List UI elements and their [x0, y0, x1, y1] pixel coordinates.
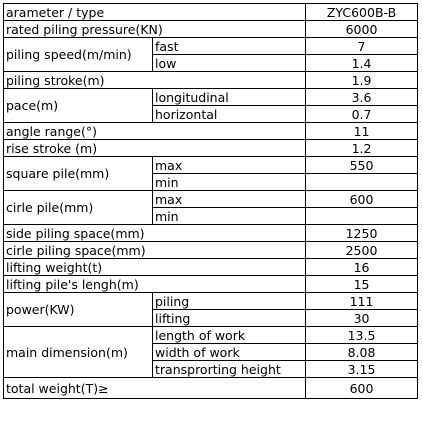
row-value: 3.15	[306, 361, 418, 378]
row-value: 11	[306, 123, 418, 140]
sub-label: max	[153, 157, 306, 174]
sub-label: horizontal	[153, 106, 306, 123]
row-value: 8.08	[306, 344, 418, 361]
row-value: 600	[306, 378, 418, 399]
row-value: 1.9	[306, 72, 418, 89]
table-row	[4, 21, 418, 38]
row-label: cirle pile(mm)	[4, 191, 153, 225]
row-label: piling speed(m/min)	[4, 38, 153, 72]
row-label: lifting pile's lengh(m)	[4, 276, 306, 293]
row-value	[306, 174, 418, 191]
sub-label: min	[153, 208, 306, 225]
row-value: 3.6	[306, 89, 418, 106]
row-label: angle range(°)	[4, 123, 306, 140]
row-label: pace(m)	[4, 89, 153, 123]
sub-label: lifting	[153, 310, 306, 327]
sub-label: piling	[153, 293, 306, 310]
sub-label: width of work	[153, 344, 306, 361]
row-value: 1.2	[306, 140, 418, 157]
table-row	[4, 140, 418, 157]
sub-label: low	[153, 55, 306, 72]
sub-label: longitudinal	[153, 89, 306, 106]
table-row	[4, 293, 418, 310]
table-row	[4, 191, 418, 208]
row-value: 111	[306, 293, 418, 310]
table-row	[4, 89, 418, 106]
row-value: 1250	[306, 225, 418, 242]
row-value: 600	[306, 191, 418, 208]
row-value: 15	[306, 276, 418, 293]
row-label: side piling space(mm)	[4, 225, 306, 242]
row-label: lifting weight(t)	[4, 259, 306, 276]
table-row	[4, 242, 418, 259]
table-row	[4, 327, 418, 344]
header-row	[4, 4, 418, 21]
row-label: main dimension(m)	[4, 327, 153, 378]
sub-label: transprorting height	[153, 361, 306, 378]
row-label: square pile(mm)	[4, 157, 153, 191]
row-value: 30	[306, 310, 418, 327]
sub-label: length of work	[153, 327, 306, 344]
table-row	[4, 72, 418, 89]
table-row	[4, 123, 418, 140]
row-value: 13.5	[306, 327, 418, 344]
table-row	[4, 225, 418, 242]
row-value: 6000	[306, 21, 418, 38]
row-label: total weight(T)≥	[4, 378, 306, 399]
row-value	[306, 208, 418, 225]
row-value: 7	[306, 38, 418, 55]
row-value: 1.4	[306, 55, 418, 72]
table-row	[4, 378, 418, 399]
param-header-cell: arameter / type	[4, 4, 306, 21]
row-value: 0.7	[306, 106, 418, 123]
row-value: 16	[306, 259, 418, 276]
type-header-cell: ZYC600B-B	[306, 4, 418, 21]
row-label: rise stroke (m)	[4, 140, 306, 157]
row-label: rated piling pressure(KN)	[4, 21, 306, 38]
sub-label: min	[153, 174, 306, 191]
row-value: 2500	[306, 242, 418, 259]
table-row	[4, 157, 418, 174]
row-label: cirle piling space(mm)	[4, 242, 306, 259]
spec-table	[3, 3, 418, 399]
sub-label: fast	[153, 38, 306, 55]
row-label: power(KW)	[4, 293, 153, 327]
table-row	[4, 259, 418, 276]
sub-label: max	[153, 191, 306, 208]
table-row	[4, 38, 418, 55]
table-row	[4, 276, 418, 293]
row-label: piling stroke(m)	[4, 72, 306, 89]
row-value: 550	[306, 157, 418, 174]
